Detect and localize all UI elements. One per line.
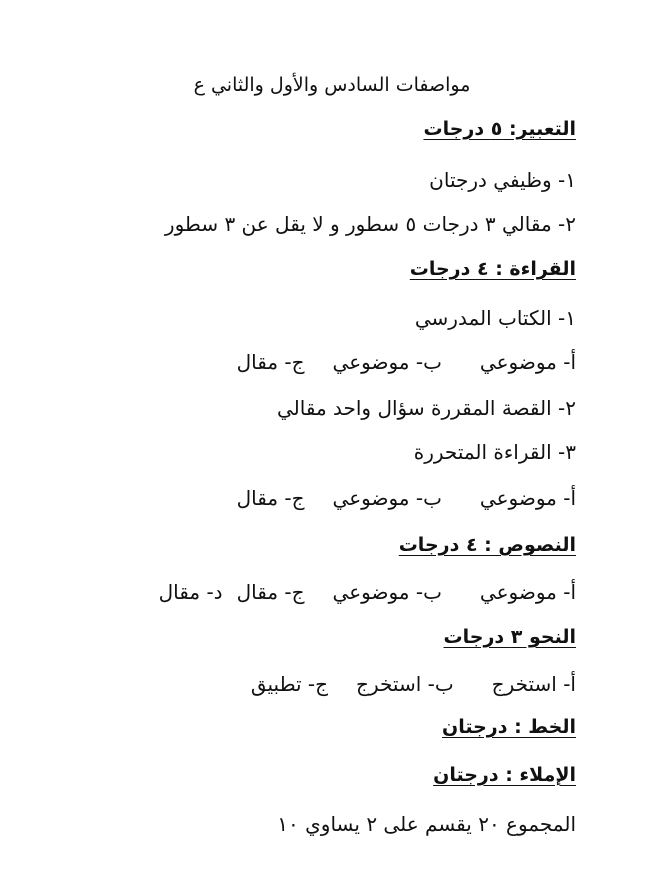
texts-options xyxy=(159,580,576,604)
grammar-option-b: ب- استخرج xyxy=(356,672,454,696)
texts-option-a: أ- موضوعي xyxy=(479,580,576,604)
reading-item-1-option-b: ب- موضوعي xyxy=(332,350,442,374)
grammar-heading: النحو ٣ درجات xyxy=(443,626,576,648)
reading-item-3-option-a: أ- موضوعي xyxy=(479,486,576,510)
reading-item-1: ١- الكتاب المدرسي xyxy=(414,306,576,330)
texts-heading: النصوص : ٤ درجات xyxy=(398,534,576,556)
reading-item-1-option-c: ج- مقال xyxy=(236,350,305,374)
dictation-heading: الإملاء : درجتان xyxy=(433,764,576,786)
grammar-option-c: ج- تطبيق xyxy=(250,672,329,696)
texts-option-c: ج- مقال xyxy=(236,580,305,604)
reading-item-3-option-c: ج- مقال xyxy=(236,486,305,510)
texts-option-b: ب- موضوعي xyxy=(332,580,442,604)
page-title: مواصفات السادس والأول والثاني ع xyxy=(193,74,471,96)
reading-item-1-option-a: أ- موضوعي xyxy=(479,350,576,374)
grammar-option-a: أ- استخرج xyxy=(491,672,576,696)
expression-item-2: ٢- مقالي ٣ درجات ٥ سطور و لا يقل عن ٣ سطور xyxy=(164,212,576,236)
texts-option-d: د- مقال xyxy=(158,580,223,604)
reading-heading: القراءة : ٤ درجات xyxy=(409,258,576,280)
reading-item-3-options xyxy=(237,486,576,510)
reading-item-3: ٣- القراءة المتحررة xyxy=(413,440,576,464)
expression-heading: التعبير: ٥ درجات xyxy=(423,118,576,140)
reading-item-3-option-b: ب- موضوعي xyxy=(332,486,442,510)
reading-item-1-options xyxy=(237,350,576,374)
total-line: المجموع ٢٠ يقسم على ٢ يساوي ١٠ xyxy=(277,812,576,836)
grammar-options xyxy=(251,672,576,696)
reading-item-2: ٢- القصة المقررة سؤال واحد مقالي xyxy=(276,396,576,420)
handwriting-heading: الخط : درجتان xyxy=(441,716,576,738)
expression-item-1: ١- وظيفي درجتان xyxy=(429,168,576,192)
